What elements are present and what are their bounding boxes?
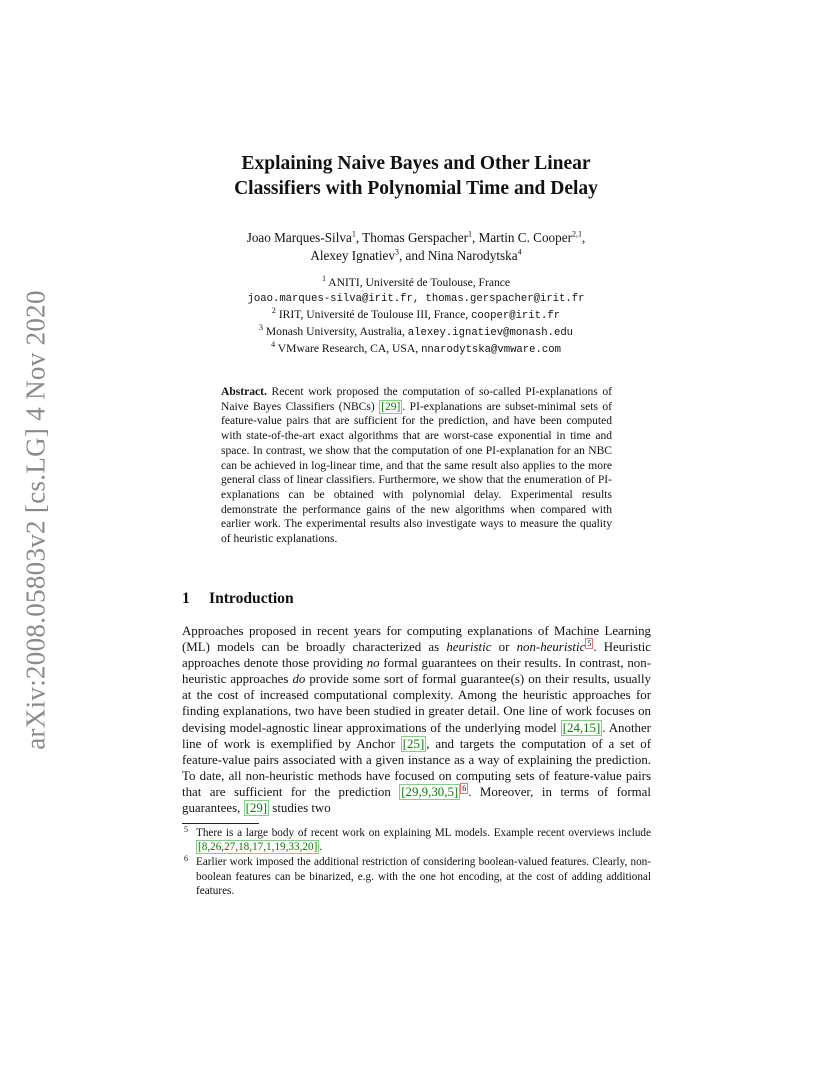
citation-link[interactable]: [25] — [402, 736, 425, 751]
abstract-label: Abstract. — [221, 386, 267, 398]
abstract-text: Recent work proposed the computation of so-called PI-explanations of Naive Bayes Classifiers (NBCs) — [221, 386, 613, 413]
footnote-text: Earlier work imposed the additional restriction of considering boolean-valued features. Clearly, non-boolean features can be binarized, e.g. with the one hot encoding, at the cost of adding additional features. — [196, 856, 651, 897]
affil-text: ANITI, Université de Toulouse, France — [328, 276, 511, 289]
body-text: , and targets the computation of a set of feature-value pairs associated with a given instance as a way of explaining the prediction. To date, all non-heuristic methods have focused on computing sets of feature-value pairs that are sufficient for the prediction — [182, 736, 651, 799]
title-line-2: Classifiers with Polynomial Time and Delay — [234, 178, 598, 199]
affil-mark: 4 — [271, 340, 276, 350]
author-name: Joao Marques-Silva — [246, 230, 352, 245]
body-text: . Moreover, in terms of formal guarantees, — [182, 784, 651, 816]
author-affil-mark: 3 — [394, 247, 399, 257]
emphasis: no — [366, 656, 380, 671]
section-heading — [182, 590, 294, 608]
email-link[interactable]: nnarodytska@vmware.com — [421, 344, 561, 356]
email-link[interactable]: cooper@irit.fr — [471, 310, 561, 322]
author-name: Thomas Gerspacher — [362, 230, 468, 245]
body-text: provide some sort of formal guarantee(s) on their results, usually at the cost of increased computational complexity. Among the heuristic approaches for finding explanations, two have been studied in greater detail. One line of work focuses on devising model-agnostic linear approximations of the underlying model — [182, 672, 651, 735]
affiliation-3 — [150, 324, 682, 341]
affiliation-1-emails[interactable] — [150, 290, 682, 307]
affil-mark: 2 — [271, 306, 276, 316]
citation-link[interactable]: [24,15] — [562, 720, 601, 735]
citation-link[interactable]: [29] — [245, 801, 268, 816]
affiliation-2 — [150, 307, 682, 324]
affil-mark: 1 — [321, 274, 326, 284]
body-text: Approaches proposed in recent years for computing explanations of Machine Learning (ML) models can be broadly characterized as — [182, 624, 651, 655]
citation-link[interactable]: [29,9,30,5] — [401, 784, 459, 799]
author-affil-mark: 4 — [517, 247, 522, 257]
affiliation-4 — [150, 341, 682, 358]
intro-paragraph — [182, 623, 651, 816]
section-title: Introduction — [209, 590, 294, 607]
title-line-1: Explaining Naive Bayes and Other Linear — [241, 153, 591, 174]
email-link[interactable]: joao.marques-silva@irit.fr, thomas.gerspacher@irit.fr — [247, 293, 585, 305]
author-list: Joao Marques-Silva$^1$, Thomas Gerspacher$^1$, Martin C. Cooper$^{2,1}$, Alexey Ignatiev$^3$, and Nina Narodytska$^4$ — [246, 229, 586, 263]
footnote-rule — [182, 823, 259, 824]
footnote-link[interactable]: 6 — [462, 783, 467, 793]
emphasis: do — [292, 672, 306, 687]
email-link[interactable]: alexey.ignatiev@monash.edu — [407, 327, 574, 339]
body-text: . Heuristic approaches denote those providing — [182, 640, 651, 671]
emphasis: heuristic — [446, 640, 492, 655]
citation-link[interactable]: [29] — [381, 400, 401, 413]
abstract — [221, 385, 612, 547]
author-affil-mark: 1 — [468, 229, 472, 239]
paper-title — [150, 151, 682, 201]
footnote-mark: 5 — [184, 825, 188, 834]
footnote-link[interactable]: 5 — [587, 638, 592, 648]
affiliation-1 — [150, 275, 682, 290]
footnote-6 — [182, 855, 651, 898]
author-affil-mark: 1 — [351, 229, 356, 239]
footnote-mark: 6 — [184, 854, 188, 864]
author-affil-mark: 2,1 — [572, 229, 582, 239]
affil-text: Monash University, Australia, — [265, 325, 405, 338]
citation-link[interactable]: [8,26,27,18,17,1,19,33,20] — [198, 841, 318, 854]
footnote-5 — [182, 826, 651, 854]
body-text: formal guarantees on their results. In contrast, non-heuristic approaches — [182, 656, 651, 687]
footnote-text: . — [319, 841, 323, 854]
emphasis: non-heuristic — [516, 640, 586, 655]
author-conjunction: and — [405, 248, 425, 263]
author-name: Martin C. Cooper — [478, 230, 572, 245]
arxiv-identifier: arXiv:2008.05803v2 [cs.LG] 4 Nov 2020 — [20, 290, 51, 750]
body-text: . Another line of work is exemplified by Anchor — [182, 720, 651, 751]
author-name: Nina Narodytska — [427, 248, 518, 263]
affil-mark: 3 — [258, 323, 263, 333]
abstract-text: . PI-explanations are subset-minimal sets of feature-value pairs that are sufficient for the prediction, and have been computed with state-of-the-art exact algorithms that are worst-case exponential in time and space. In contrast, we show that the computation of one PI-explanation for an NBC can be achieved in log-linear time, and that the same result also applies to the more general class of linear classifiers. Furthermore, we show that the enumeration of PI-explanations can be obtained with polynomial delay. Experimental results demonstrate the performance gains of the new algorithms when compared with earlier work. The experimental results also investigate ways to measure the quality of heuristic explanations. — [221, 400, 613, 546]
affiliations — [150, 275, 682, 358]
footnote-text: There is a large body of recent work on explaining ML models. Example recent overviews include — [196, 827, 651, 839]
affil-text: IRIT, Université de Toulouse III, France, — [278, 308, 469, 321]
section-number: 1 — [182, 590, 190, 607]
footnotes — [182, 826, 651, 899]
body-text: or — [498, 640, 510, 655]
affil-text: VMware Research, CA, USA, — [277, 342, 419, 355]
author-name: Alexey Ignatiev — [310, 248, 395, 263]
body-text: studies two — [272, 801, 331, 816]
